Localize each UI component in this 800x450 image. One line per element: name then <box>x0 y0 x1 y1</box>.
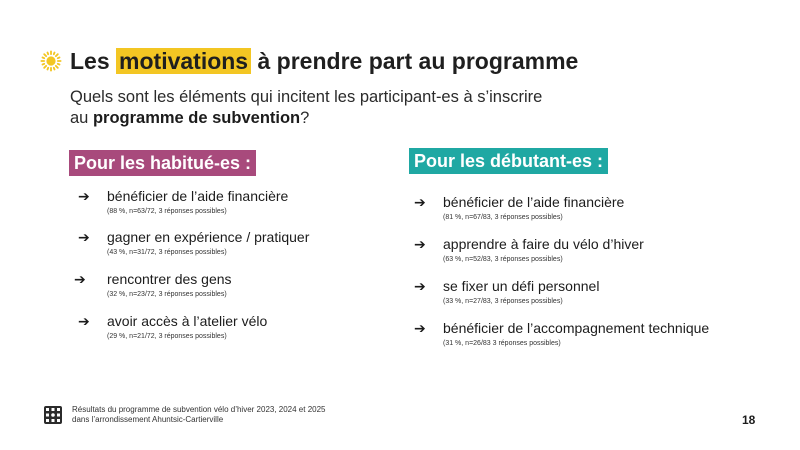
subtitle-line1: Quels sont les éléments qui incitent les participant-es à s’inscrire <box>70 88 543 106</box>
title-text <box>70 48 578 75</box>
item-detail: (81 %, n=67/83, 3 réponses possibles) <box>443 214 563 221</box>
arrow-right-icon: ➔ <box>414 194 426 210</box>
title-highlight: motivations <box>116 48 251 74</box>
item-detail: (63 %, n=52/83, 3 réponses possibles) <box>443 256 563 263</box>
footer-source <box>72 405 326 425</box>
subtitle-line2-bold: programme de subvention <box>92 109 301 127</box>
subtitle-line2-after: ? <box>300 109 310 127</box>
subtitle-line2 <box>70 108 590 129</box>
item-label: apprendre à faire du vélo d’hiver <box>443 236 644 252</box>
item-label: rencontrer des gens <box>107 271 232 287</box>
item-detail: (88 %, n=63/72, 3 réponses possibles) <box>107 208 227 215</box>
title-before: Les <box>70 47 117 74</box>
heading-beginners: Pour les débutant-es : <box>409 148 608 174</box>
arrow-right-icon: ➔ <box>78 229 90 245</box>
title-after: à prendre part au programme <box>251 47 579 74</box>
footer-line1: Résultats du programme de subvention vélo d’hiver 2023, 2024 et 2025 <box>72 405 326 414</box>
heading-regulars: Pour les habitué-es : <box>69 150 256 176</box>
item-detail: (29 %, n=21/72, 3 réponses possibles) <box>107 333 227 340</box>
item-detail: (43 %, n=31/72, 3 réponses possibles) <box>107 249 227 256</box>
item-label: bénéficier de l’aide financière <box>443 194 625 210</box>
item-label: bénéficier de l’aide financière <box>107 188 289 204</box>
item-label: gagner en expérience / pratiquer <box>107 229 310 245</box>
item-label: avoir accès à l’atelier vélo <box>107 313 268 329</box>
arrow-right-icon: ➔ <box>414 236 426 252</box>
footer-line2: dans l’arrondissement Ahuntsic-Cartierville <box>72 415 224 424</box>
arrow-right-icon: ➔ <box>78 313 90 329</box>
arrow-right-icon: ➔ <box>74 271 86 287</box>
sun-icon <box>40 50 62 72</box>
subtitle-line2-before: au <box>70 109 93 127</box>
arrow-right-icon: ➔ <box>414 278 426 294</box>
item-detail: (32 %, n=23/72, 3 réponses possibles) <box>107 291 227 298</box>
page-number: 18 <box>742 413 756 427</box>
slide-title <box>40 44 578 78</box>
item-detail: (31 %, n=26/83 3 réponses possibles) <box>443 340 561 347</box>
subtitle <box>70 87 590 129</box>
arrow-right-icon: ➔ <box>414 320 426 336</box>
item-detail: (33 %, n=27/83, 3 réponses possibles) <box>443 298 563 305</box>
arrow-right-icon: ➔ <box>78 188 90 204</box>
item-label: se fixer un défi personnel <box>443 278 600 294</box>
item-label: bénéficier de l’accompagnement technique <box>443 320 710 336</box>
city-logo-icon <box>44 406 62 424</box>
